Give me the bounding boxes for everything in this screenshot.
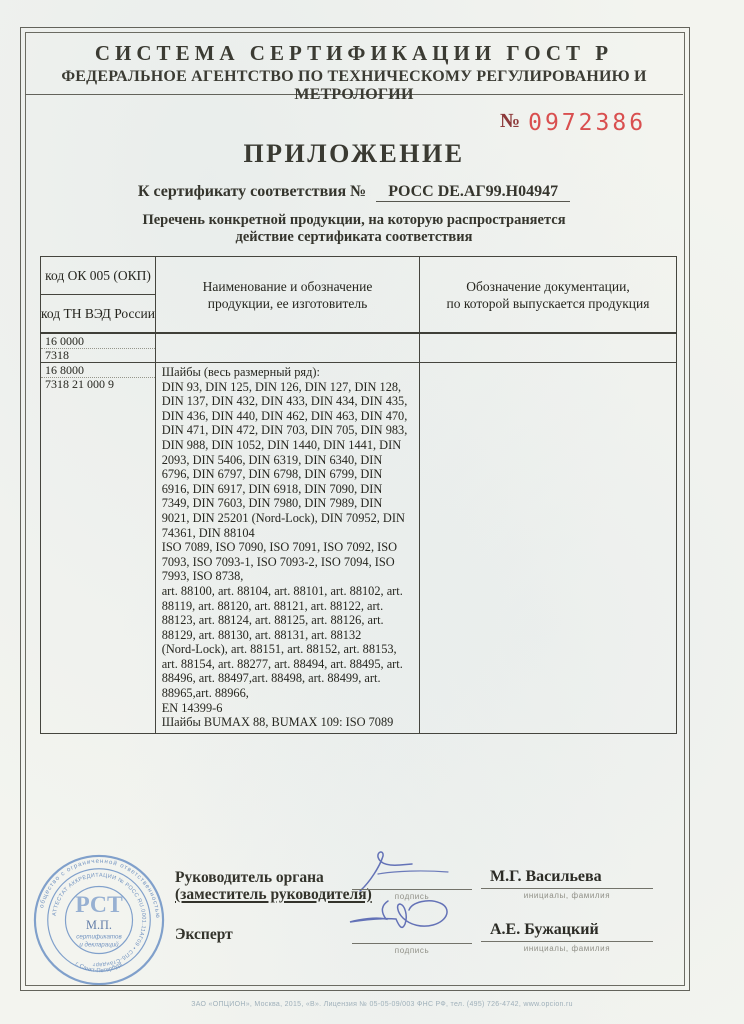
stamp-main-ring-text: АТТЕСТАТ АККРЕДИТАЦИИ № РОСС RU.0001.11АГ09 • СПб-Стандарт <box>51 872 147 968</box>
tnved-code: 7318 <box>45 348 69 362</box>
product-line: 7093, ISO 7093-1, ISO 7093-2, ISO 7094, ISO <box>161 554 395 569</box>
purpose-line-2: действие сертификата соответствия <box>235 228 473 245</box>
product-line: art. 88154, art. 88277, art. 88494, art. 88495, art. <box>161 656 403 671</box>
expert-name: А.Е. Бужацкий <box>490 921 599 938</box>
product-line: 2093, DIN 5406, DIN 6319, DIN 6340, DIN <box>161 452 383 467</box>
product-line: DIN 93, DIN 125, DIN 126, DIN 127, DIN 128, <box>161 379 402 394</box>
product-line: EN 14399-6 <box>161 700 223 715</box>
product-line: Шайбы (весь размерный ряд): <box>161 365 320 379</box>
product-line: Шайбы BUMAX 88, BUMAX 109: ISO 7089 <box>161 715 394 730</box>
certificate-reference-label: К сертификату соответствия № <box>137 183 367 200</box>
header-product-line2: продукции, ее изготовитель <box>207 295 368 311</box>
form-number <box>500 110 646 136</box>
table-row <box>41 333 677 363</box>
product-line: 74361, DIN 88104 <box>161 525 255 540</box>
head-signature-line <box>352 889 472 890</box>
head-name-line <box>481 888 653 889</box>
certification-stamp-icon <box>30 851 168 989</box>
form-number-digits: 0972386 <box>528 110 647 136</box>
header-okp-code: код ОК 005 (ОКП) <box>41 257 155 295</box>
expert-signature-line <box>352 943 472 944</box>
product-line: 7993, ISO 8738, <box>161 569 244 584</box>
deputy-label: (заместитель руководителя) <box>175 886 372 903</box>
purpose-text <box>20 212 688 245</box>
expert-name-caption: инициалы, фамилия <box>523 944 611 953</box>
expert-signature-caption: подпись <box>394 946 430 955</box>
expert-label: Эксперт <box>175 926 233 943</box>
product-line: 7349, DIN 7603, DIN 7980, DIN 7989, DIN <box>161 496 383 511</box>
product-line: DIN 471, DIN 472, DIN 703, DIN 705, DIN 983, <box>161 423 408 438</box>
expert-signature-handwriting <box>342 893 474 945</box>
purpose-line-1: Перечень конкретной продукции, на которую распространяется <box>142 212 566 228</box>
product-line: 88496, art. 88497,art. 88498, art. 88499, art. <box>161 671 381 686</box>
header-docs-cell <box>420 257 677 334</box>
head-official-label: Руководитель органа <box>175 869 324 886</box>
head-official-name: М.Г. Васильева <box>490 868 602 885</box>
stamp-sub-line1: сертификатов <box>76 933 122 941</box>
docs-cell-empty <box>420 333 677 363</box>
certificate-reference <box>20 183 688 201</box>
header-tnved-code: код ТН ВЭД России <box>41 306 155 321</box>
product-line: 88129, art. 88130, art. 88131, art. 88132 <box>161 627 362 642</box>
stamp-mp-text: М.П. <box>86 917 112 932</box>
agency-title: ФЕДЕРАЛЬНОЕ АГЕНТСТВО ПО ТЕХНИЧЕСКОМУ РЕГУЛИРОВАНИЮ И МЕТРОЛОГИИ <box>61 68 647 103</box>
stamp-sub-line2: и деклараций <box>79 941 119 949</box>
header-codes-cell <box>41 257 156 334</box>
products-table <box>40 256 677 734</box>
product-line: DIN 436, DIN 440, DIN 462, DIN 463, DIN 470, <box>161 408 408 423</box>
stamp-city-text: г. Санкт-Петербург <box>73 961 125 975</box>
table-header-row <box>41 257 677 334</box>
product-cell <box>156 363 420 734</box>
product-line: DIN 137, DIN 432, DIN 433, DIN 434, DIN 435, <box>161 394 408 409</box>
stamp-rst-logo: РСТ <box>75 892 123 919</box>
header-product-line1: Наименование и обозначение <box>202 278 373 294</box>
table-row <box>41 363 677 734</box>
product-line: 88119, art. 88120, art. 88121, art. 88122, art. <box>161 598 384 613</box>
certificate-number-value: РОСС DE.АГ99.Н04947 <box>376 183 570 202</box>
product-line: (Nord-Lock), art. 88151, art. 88152, art. 88153, <box>161 642 397 657</box>
product-line: art. 88100, art. 88104, art. 88101, art. 88102, art. <box>161 583 403 598</box>
numero-sign: № <box>500 110 521 132</box>
tnved-code: 7318 21 000 9 <box>45 377 114 391</box>
product-lines <box>156 363 423 733</box>
stamp-outer-ring-text: общество с ограниченной ответственностью <box>38 857 162 920</box>
okp-code: 16 8000 <box>41 363 155 378</box>
codes-cell <box>41 333 156 363</box>
header-docs-line2: по которой выпускается продукция <box>446 295 650 311</box>
okp-code: 16 0000 <box>41 334 155 349</box>
printer-imprint: ЗАО «ОПЦИОН», Москва, 2015, «В». Лицензия № 05-05-09/003 ФНС РФ, тел. (495) 726-4742, www.opcion.ru <box>191 1001 573 1008</box>
head-signature-handwriting <box>350 849 462 893</box>
codes-cell <box>41 363 156 734</box>
product-line: ISO 7089, ISO 7090, ISO 7091, ISO 7092, ISO <box>161 540 398 555</box>
product-cell-empty <box>156 333 420 363</box>
appendix-title: ПРИЛОЖЕНИЕ <box>243 139 465 168</box>
expert-name-line <box>481 941 653 942</box>
header-product-cell <box>156 257 420 334</box>
head-name-caption: инициалы, фамилия <box>523 891 611 900</box>
header-docs-line1: Обозначение документации, <box>466 278 630 294</box>
docs-cell-empty <box>420 363 677 734</box>
product-line: 6916, DIN 6917, DIN 6918, DIN 7090, DIN <box>161 481 383 496</box>
product-line: 88123, art. 88124, art. 88125, art. 88126, art. <box>161 613 384 628</box>
product-line: 88965,art. 88966, <box>161 686 249 701</box>
product-line: 6796, DIN 6797, DIN 6798, DIN 6799, DIN <box>161 467 383 482</box>
product-line: 9021, DIN 25201 (Nord-Lock), DIN 70952, DIN <box>161 510 405 525</box>
product-line: DIN 988, DIN 1052, DIN 1440, DIN 1441, DIN <box>161 437 402 452</box>
system-title: СИСТЕМА СЕРТИФИКАЦИИ ГОСТ Р <box>94 41 614 65</box>
head-signature-caption: подпись <box>394 892 430 901</box>
